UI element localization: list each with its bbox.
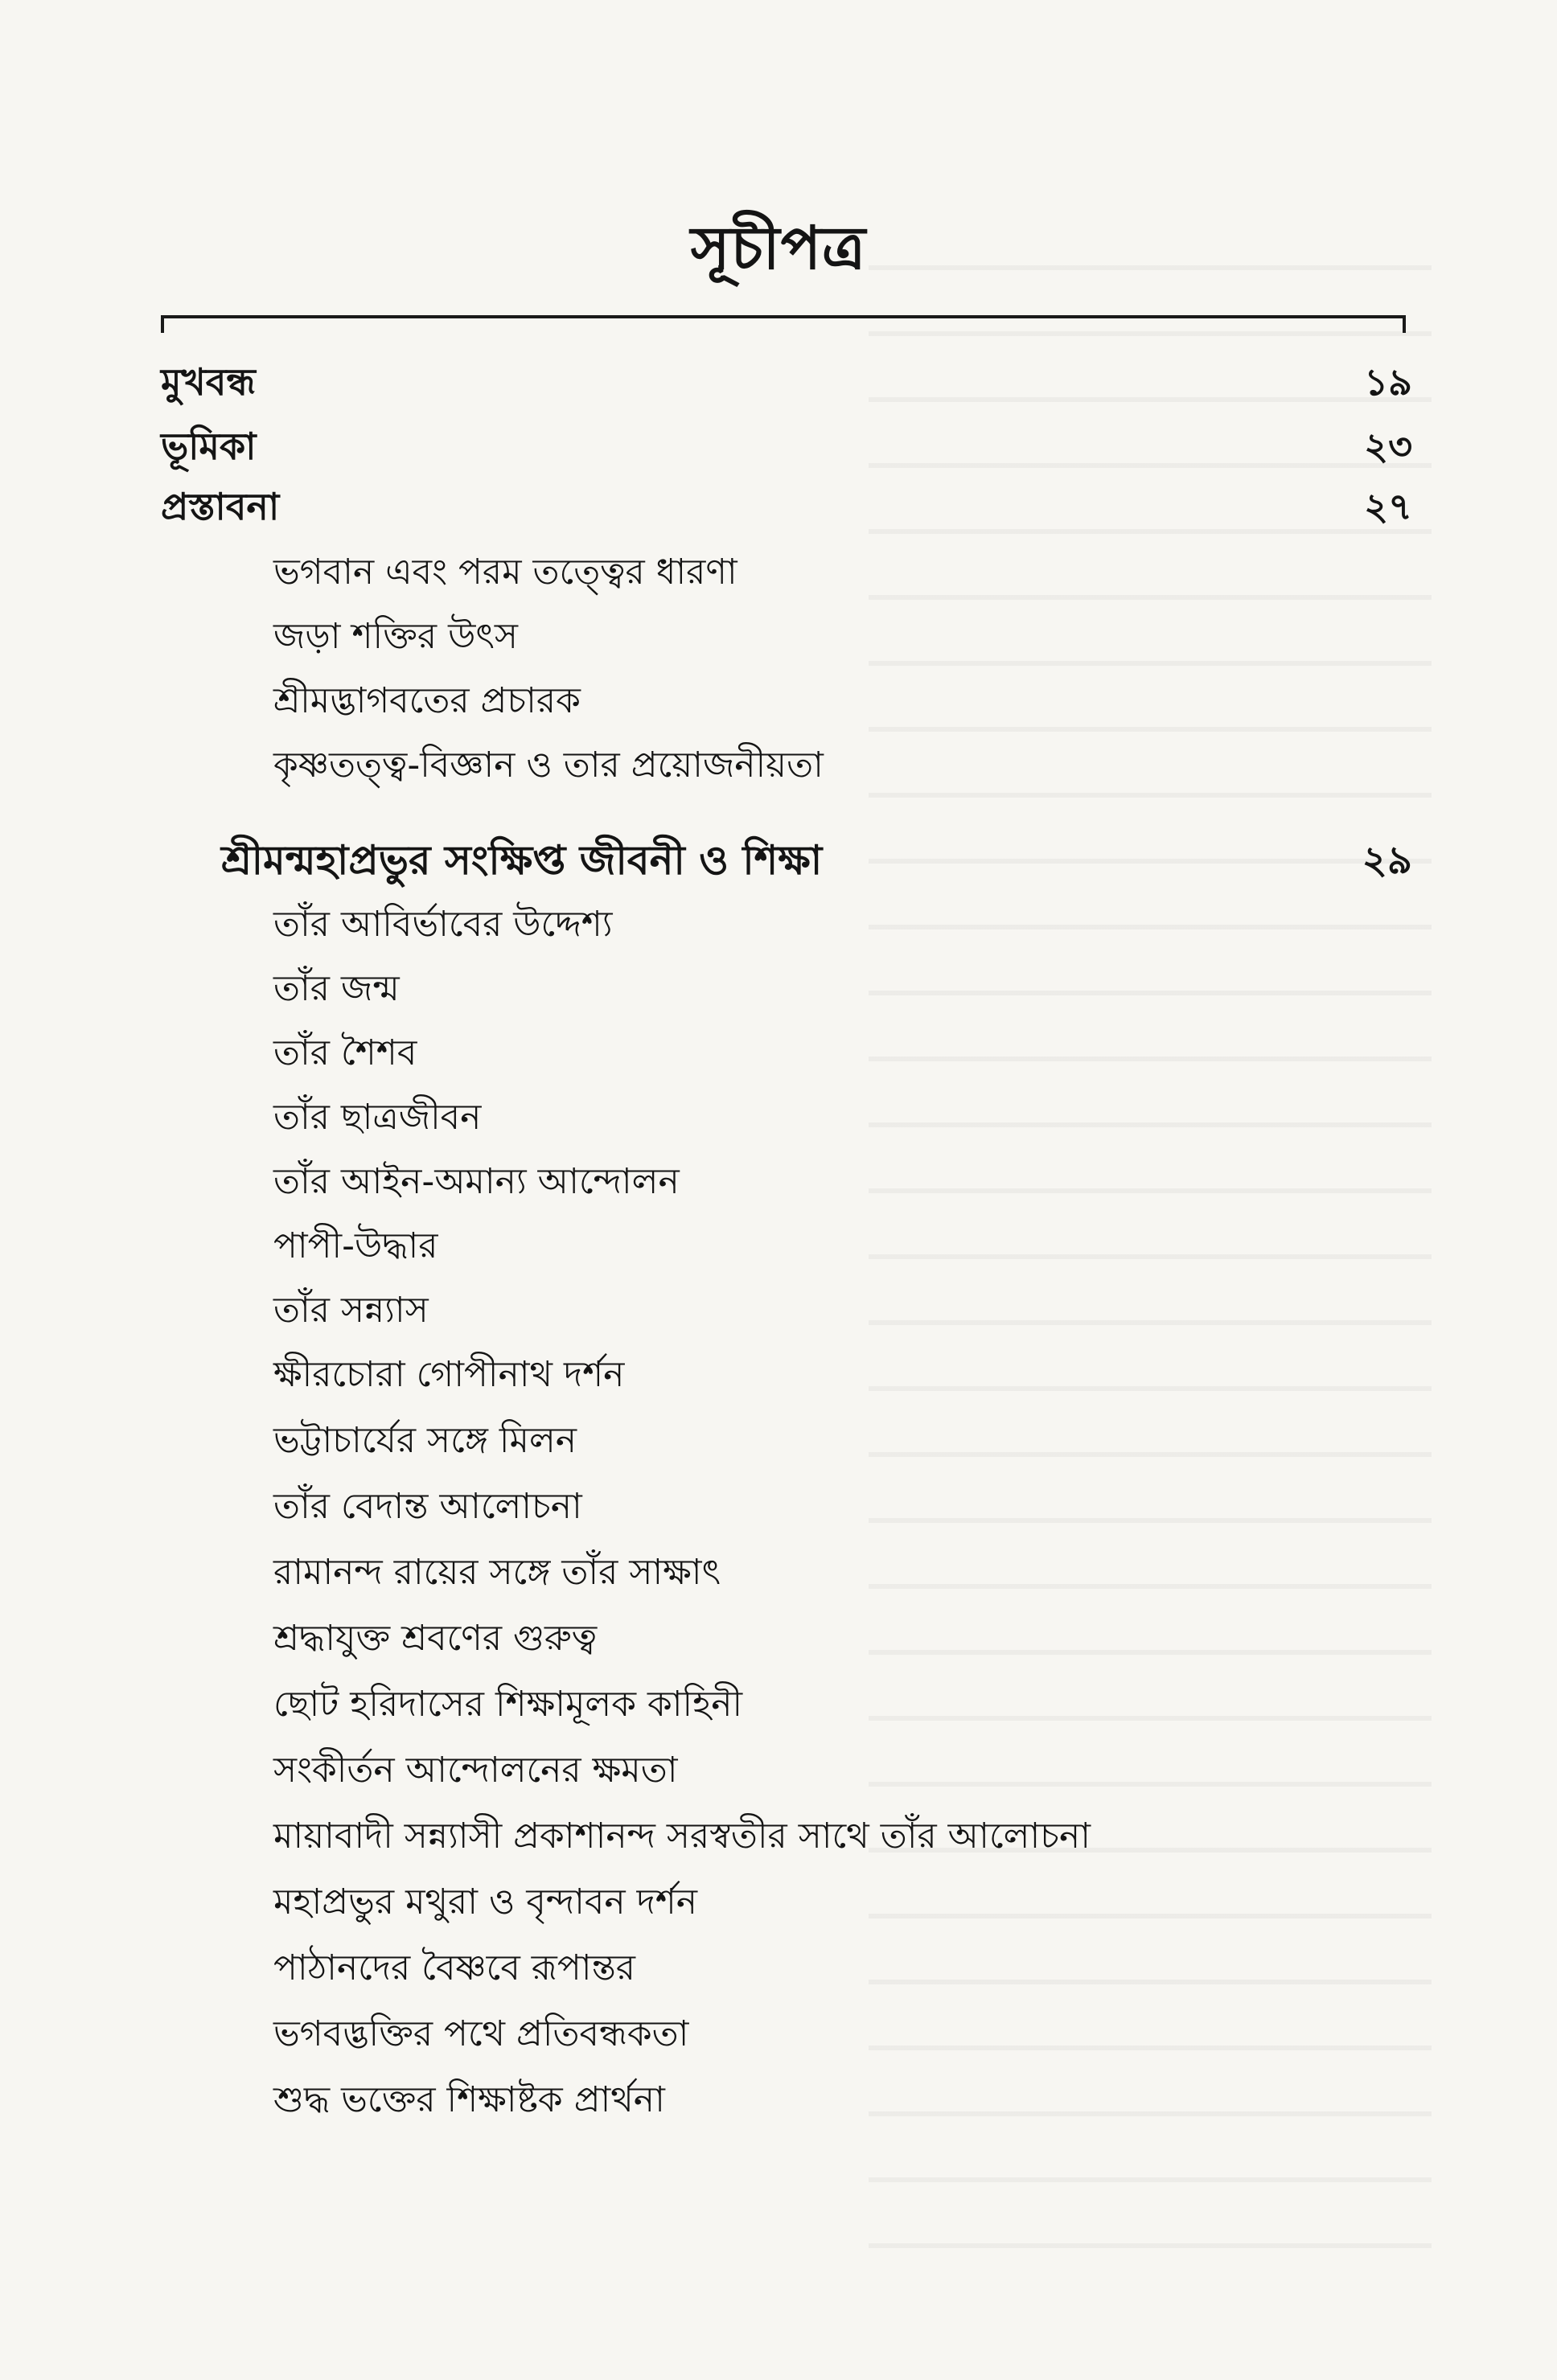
toc-subentry[interactable]	[0, 1150, 1557, 1214]
toc-subentry[interactable]	[0, 1278, 1557, 1343]
toc-subentry-label: তাঁর শৈশব	[273, 1032, 417, 1073]
toc-subentry-label: শ্রদ্ধাযুক্ত শ্রবণের গুরুত্ব	[273, 1618, 598, 1659]
toc-chapter-entry[interactable]	[0, 828, 1557, 892]
toc-subentry-label: সংকীর্তন আন্দোলনের ক্ষমতা	[273, 1750, 678, 1791]
toc-subentry-label: শুদ্ধ ভক্তের শিক্ষাষ্টক প্রার্থনা	[273, 2079, 665, 2120]
toc-subentry-label: তাঁর ছাত্রজীবন	[273, 1097, 482, 1138]
toc-subentry-label: মহাপ্রভুর মথুরা ও বৃন্দাবন দর্শন	[273, 1881, 698, 1922]
toc-subentry[interactable]	[0, 1409, 1557, 1473]
toc-subentry[interactable]	[0, 669, 1557, 733]
toc-chapter-page: ২৯	[1362, 838, 1412, 883]
toc-subentry[interactable]	[0, 892, 1557, 957]
toc-entry-page: ২৭	[1364, 485, 1412, 528]
toc-subentry[interactable]	[0, 1541, 1557, 1605]
toc-subentry[interactable]	[0, 957, 1557, 1021]
toc-subentry[interactable]	[0, 1672, 1557, 1737]
toc-subentry[interactable]	[0, 1738, 1557, 1803]
toc-entry[interactable]	[0, 350, 1557, 414]
toc-subentry-label: তাঁর জন্ম	[273, 968, 400, 1009]
toc-subentry[interactable]	[0, 733, 1557, 798]
toc-entry-label: ভূমিকা	[161, 425, 257, 468]
toc-entry-label: মুখবন্ধ	[161, 360, 256, 404]
toc-subentry[interactable]	[0, 2002, 1557, 2066]
toc-subentry-label: ভগবান এবং পরম তত্ত্বের ধারণা	[273, 552, 737, 593]
toc-subentry-label: তাঁর আবির্ভাবের উদ্দেশ্য	[273, 904, 613, 945]
toc-subentry[interactable]	[0, 1870, 1557, 1935]
toc-subentry-label: মায়াবাদী সন্ন্যাসী প্রকাশানন্দ সরস্বতীর সাথে তাঁর আলোচনা	[273, 1816, 1091, 1857]
page-title: সূচীপত্র	[690, 214, 867, 283]
toc-subentry-label: ক্ষীরচোরা গোপীনাথ দর্শন	[273, 1354, 625, 1395]
title-rule-left-tick	[161, 315, 164, 333]
toc-entry-label: প্রস্তাবনা	[161, 485, 280, 528]
toc-subentry-label: শ্রীমদ্ভাগবতের প্রচারক	[273, 680, 581, 721]
toc-subentry-label: ছোট হরিদাসের শিক্ষামূলক কাহিনী	[273, 1684, 743, 1725]
toc-subentry[interactable]	[0, 1343, 1557, 1407]
toc-subentry[interactable]	[0, 1021, 1557, 1085]
toc-subentry-label: পাঠানদের বৈষ্ণবে রূপান্তর	[273, 1947, 636, 1988]
toc-subentry-label: তাঁর আইন-অমান্য আন্দোলন	[273, 1161, 680, 1202]
toc-subentry-label: রামানন্দ রায়ের সঙ্গে তাঁর সাক্ষাৎ	[273, 1552, 721, 1593]
toc-subentry[interactable]	[0, 1606, 1557, 1671]
toc-subentry[interactable]	[0, 1936, 1557, 2000]
toc-subentry[interactable]	[0, 1475, 1557, 1539]
toc-subentry[interactable]	[0, 540, 1557, 605]
toc-subentry-label: জড়া শক্তির উৎস	[273, 616, 518, 657]
title-rule-right-tick	[1403, 315, 1406, 333]
toc-subentry-label: কৃষ্ণতত্ত্ব-বিজ্ঞান ও তার প্রয়োজনীয়তা	[273, 745, 824, 786]
toc-subentry[interactable]	[0, 1804, 1557, 1869]
toc-subentry[interactable]	[0, 2068, 1557, 2132]
toc-subentry[interactable]	[0, 1085, 1557, 1150]
toc-entry[interactable]	[0, 414, 1557, 478]
toc-subentry-label: ভগবদ্ভক্তির পথে প্রতিবন্ধকতা	[273, 2013, 689, 2054]
toc-subentry[interactable]	[0, 1214, 1557, 1278]
toc-subentry[interactable]	[0, 605, 1557, 669]
toc-entry[interactable]	[0, 474, 1557, 539]
toc-subentry-label: তাঁর বেদান্ত আলোচনা	[273, 1486, 582, 1527]
title-rule	[161, 315, 1406, 318]
toc-subentry-label: তাঁর সন্ন্যাস	[273, 1290, 429, 1331]
toc-chapter-label: শ্রীমন্মহাপ্রভুর সংক্ষিপ্ত জীবনী ও শিক্ষা	[221, 837, 823, 884]
toc-entry-page: ১৯	[1364, 360, 1412, 404]
toc-subentry-label: পাপী-উদ্ধার	[273, 1225, 438, 1266]
toc-subentry-label: ভট্টাচার্যের সঙ্গে মিলন	[273, 1420, 577, 1461]
toc-entry-page: ২৩	[1364, 425, 1412, 468]
